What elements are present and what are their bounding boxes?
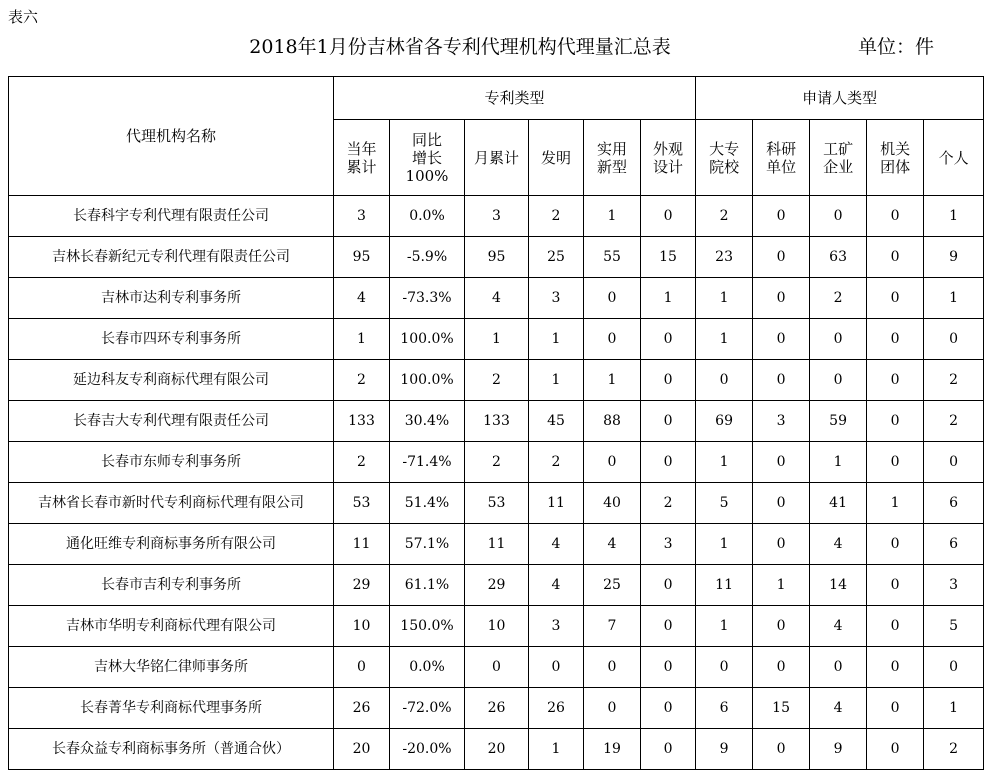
cell-college: 1: [696, 442, 753, 483]
page-title: 2018年1月份吉林省各专利代理机构代理量汇总表: [249, 36, 671, 58]
table-row: [9, 401, 984, 442]
cell-research-unit: 0: [753, 319, 810, 360]
cell-month-cumulative: 95: [465, 237, 529, 278]
column-header-yoy-growth: [390, 120, 465, 196]
cell-yoy-growth: 100.0%: [390, 319, 465, 360]
cell-institution: 0: [867, 319, 924, 360]
cell-individual: 9: [924, 237, 984, 278]
cell-year-cumulative: 11: [334, 524, 390, 565]
agency-name-cell: 通化旺维专利商标事务所有限公司: [9, 524, 334, 565]
cell-utility-model: 40: [584, 483, 641, 524]
cell-individual: 0: [924, 647, 984, 688]
cell-month-cumulative: 3: [465, 196, 529, 237]
cell-yoy-growth: 0.0%: [390, 196, 465, 237]
cell-invention: 1: [529, 360, 584, 401]
column-header-design: [641, 120, 696, 196]
cell-design: 0: [641, 688, 696, 729]
cell-individual: 1: [924, 278, 984, 319]
cell-college: 0: [696, 360, 753, 401]
column-header-college: [696, 120, 753, 196]
column-header-text: 个人: [938, 148, 969, 167]
cell-month-cumulative: 1: [465, 319, 529, 360]
table-row: [9, 606, 984, 647]
cell-enterprise: 1: [810, 442, 867, 483]
table-label: 表六: [8, 8, 39, 26]
cell-institution: 0: [867, 524, 924, 565]
cell-invention: 3: [529, 606, 584, 647]
cell-individual: 1: [924, 196, 984, 237]
cell-individual: 2: [924, 401, 984, 442]
cell-college: 11: [696, 565, 753, 606]
cell-enterprise: 0: [810, 319, 867, 360]
cell-invention: 0: [529, 647, 584, 688]
cell-research-unit: 0: [753, 360, 810, 401]
column-header-individual: [924, 120, 984, 196]
column-header-institution: [867, 120, 924, 196]
agency-name-header: 代理机构名称: [9, 77, 334, 196]
cell-invention: 25: [529, 237, 584, 278]
cell-yoy-growth: 100.0%: [390, 360, 465, 401]
cell-yoy-growth: 30.4%: [390, 401, 465, 442]
cell-yoy-growth: 51.4%: [390, 483, 465, 524]
cell-utility-model: 7: [584, 606, 641, 647]
column-header-text: 同比: [411, 130, 442, 149]
cell-month-cumulative: 20: [465, 729, 529, 770]
column-header-text: 新型: [596, 157, 627, 176]
column-header-text: 100%: [405, 166, 449, 185]
cell-institution: 1: [867, 483, 924, 524]
cell-individual: 5: [924, 606, 984, 647]
cell-design: 0: [641, 606, 696, 647]
cell-year-cumulative: 2: [334, 442, 390, 483]
cell-college: 1: [696, 278, 753, 319]
cell-utility-model: 0: [584, 278, 641, 319]
cell-college: 1: [696, 319, 753, 360]
cell-institution: 0: [867, 442, 924, 483]
agency-name-cell: 长春市吉利专利事务所: [9, 565, 334, 606]
agency-name-cell: 长春科宇专利代理有限责任公司: [9, 196, 334, 237]
cell-enterprise: 4: [810, 606, 867, 647]
table-row: [9, 196, 984, 237]
cell-individual: 0: [924, 319, 984, 360]
cell-enterprise: 0: [810, 196, 867, 237]
cell-individual: 6: [924, 524, 984, 565]
column-header-text: 月累计: [473, 148, 519, 167]
cell-design: 15: [641, 237, 696, 278]
cell-invention: 3: [529, 278, 584, 319]
cell-design: 0: [641, 196, 696, 237]
cell-college: 5: [696, 483, 753, 524]
cell-enterprise: 4: [810, 688, 867, 729]
cell-college: 6: [696, 688, 753, 729]
cell-year-cumulative: 3: [334, 196, 390, 237]
column-header-text: 工矿: [823, 139, 854, 158]
table-row: [9, 278, 984, 319]
column-header-research-unit: [753, 120, 810, 196]
cell-invention: 2: [529, 196, 584, 237]
column-header-text: 机关: [880, 139, 911, 158]
agency-name-cell: 长春菁华专利商标代理事务所: [9, 688, 334, 729]
agency-name-cell: 吉林市华明专利商标代理有限公司: [9, 606, 334, 647]
cell-utility-model: 0: [584, 647, 641, 688]
column-header-text: 设计: [653, 157, 684, 176]
cell-institution: 0: [867, 278, 924, 319]
column-header-text: 大专: [709, 139, 740, 158]
cell-institution: 0: [867, 360, 924, 401]
agency-name-cell: 长春吉大专利代理有限责任公司: [9, 401, 334, 442]
cell-year-cumulative: 95: [334, 237, 390, 278]
cell-utility-model: 19: [584, 729, 641, 770]
cell-enterprise: 0: [810, 360, 867, 401]
cell-individual: 3: [924, 565, 984, 606]
cell-invention: 4: [529, 524, 584, 565]
cell-research-unit: 0: [753, 196, 810, 237]
cell-research-unit: 0: [753, 606, 810, 647]
cell-month-cumulative: 11: [465, 524, 529, 565]
cell-invention: 45: [529, 401, 584, 442]
cell-design: 0: [641, 647, 696, 688]
cell-year-cumulative: 1: [334, 319, 390, 360]
cell-yoy-growth: 150.0%: [390, 606, 465, 647]
cell-month-cumulative: 133: [465, 401, 529, 442]
cell-institution: 0: [867, 196, 924, 237]
cell-college: 69: [696, 401, 753, 442]
cell-enterprise: 63: [810, 237, 867, 278]
agency-name-cell: 长春市东师专利事务所: [9, 442, 334, 483]
table-row: [9, 442, 984, 483]
cell-invention: 4: [529, 565, 584, 606]
column-header-text: 外观: [653, 139, 684, 158]
cell-year-cumulative: 53: [334, 483, 390, 524]
cell-individual: 2: [924, 729, 984, 770]
agency-name-cell: 吉林大华铭仁律师事务所: [9, 647, 334, 688]
agency-name-cell: 吉林市达利专利事务所: [9, 278, 334, 319]
cell-yoy-growth: -72.0%: [390, 688, 465, 729]
agency-name-cell: 吉林省长春市新时代专利商标代理有限公司: [9, 483, 334, 524]
cell-invention: 2: [529, 442, 584, 483]
cell-utility-model: 1: [584, 196, 641, 237]
cell-year-cumulative: 29: [334, 565, 390, 606]
cell-design: 3: [641, 524, 696, 565]
cell-yoy-growth: -20.0%: [390, 729, 465, 770]
table-row: [9, 688, 984, 729]
cell-individual: 2: [924, 360, 984, 401]
table-body: [9, 196, 984, 770]
table-row: [9, 647, 984, 688]
cell-year-cumulative: 4: [334, 278, 390, 319]
table-row: [9, 565, 984, 606]
cell-individual: 0: [924, 442, 984, 483]
cell-design: 0: [641, 401, 696, 442]
cell-college: 1: [696, 606, 753, 647]
cell-design: 0: [641, 565, 696, 606]
cell-enterprise: 14: [810, 565, 867, 606]
cell-enterprise: 59: [810, 401, 867, 442]
cell-utility-model: 88: [584, 401, 641, 442]
cell-institution: 0: [867, 606, 924, 647]
cell-research-unit: 0: [753, 647, 810, 688]
table-row: [9, 237, 984, 278]
cell-research-unit: 0: [753, 237, 810, 278]
column-header-text: 企业: [823, 157, 854, 176]
table-row: [9, 729, 984, 770]
cell-institution: 0: [867, 565, 924, 606]
column-header-year-cumulative: [334, 120, 390, 196]
cell-utility-model: 0: [584, 442, 641, 483]
cell-invention: 26: [529, 688, 584, 729]
cell-month-cumulative: 53: [465, 483, 529, 524]
cell-utility-model: 0: [584, 319, 641, 360]
cell-month-cumulative: 0: [465, 647, 529, 688]
cell-design: 0: [641, 442, 696, 483]
cell-research-unit: 15: [753, 688, 810, 729]
column-header-text: 累计: [346, 157, 377, 176]
cell-college: 2: [696, 196, 753, 237]
cell-design: 0: [641, 360, 696, 401]
cell-utility-model: 4: [584, 524, 641, 565]
cell-college: 0: [696, 647, 753, 688]
cell-institution: 0: [867, 688, 924, 729]
cell-month-cumulative: 4: [465, 278, 529, 319]
cell-enterprise: 2: [810, 278, 867, 319]
cell-enterprise: 41: [810, 483, 867, 524]
cell-year-cumulative: 0: [334, 647, 390, 688]
cell-enterprise: 9: [810, 729, 867, 770]
table-row: [9, 319, 984, 360]
cell-design: 2: [641, 483, 696, 524]
agency-name-cell: 长春众益专利商标事务所（普通合伙）: [9, 729, 334, 770]
cell-month-cumulative: 26: [465, 688, 529, 729]
table-row: [9, 524, 984, 565]
cell-individual: 1: [924, 688, 984, 729]
cell-research-unit: 0: [753, 442, 810, 483]
cell-yoy-growth: -73.3%: [390, 278, 465, 319]
cell-institution: 0: [867, 237, 924, 278]
cell-utility-model: 55: [584, 237, 641, 278]
cell-college: 9: [696, 729, 753, 770]
unit-label: 单位：件: [858, 36, 935, 58]
cell-yoy-growth: -71.4%: [390, 442, 465, 483]
cell-invention: 1: [529, 319, 584, 360]
column-header-month-cumulative: [465, 120, 529, 196]
column-header-text: 实用: [596, 139, 627, 158]
cell-utility-model: 0: [584, 688, 641, 729]
cell-year-cumulative: 26: [334, 688, 390, 729]
cell-yoy-growth: -5.9%: [390, 237, 465, 278]
cell-yoy-growth: 57.1%: [390, 524, 465, 565]
cell-year-cumulative: 20: [334, 729, 390, 770]
table-row: [9, 360, 984, 401]
cell-invention: 11: [529, 483, 584, 524]
agency-name-cell: 长春市四环专利事务所: [9, 319, 334, 360]
cell-institution: 0: [867, 401, 924, 442]
cell-research-unit: 0: [753, 278, 810, 319]
summary-table: [8, 76, 984, 770]
cell-year-cumulative: 2: [334, 360, 390, 401]
cell-research-unit: 0: [753, 729, 810, 770]
cell-research-unit: 0: [753, 483, 810, 524]
cell-utility-model: 25: [584, 565, 641, 606]
cell-college: 1: [696, 524, 753, 565]
cell-institution: 0: [867, 729, 924, 770]
cell-design: 0: [641, 319, 696, 360]
cell-research-unit: 1: [753, 565, 810, 606]
cell-yoy-growth: 61.1%: [390, 565, 465, 606]
cell-year-cumulative: 133: [334, 401, 390, 442]
cell-design: 0: [641, 729, 696, 770]
cell-month-cumulative: 10: [465, 606, 529, 647]
cell-utility-model: 1: [584, 360, 641, 401]
cell-design: 1: [641, 278, 696, 319]
table-row: [9, 483, 984, 524]
column-header-text: 团体: [880, 157, 911, 176]
cell-college: 23: [696, 237, 753, 278]
column-header-text: 当年: [346, 139, 377, 158]
patent-type-header: 专利类型: [334, 77, 696, 120]
applicant-type-header: 申请人类型: [696, 77, 984, 120]
cell-institution: 0: [867, 647, 924, 688]
cell-yoy-growth: 0.0%: [390, 647, 465, 688]
cell-individual: 6: [924, 483, 984, 524]
cell-year-cumulative: 10: [334, 606, 390, 647]
cell-research-unit: 0: [753, 524, 810, 565]
column-header-text: 院校: [709, 157, 740, 176]
column-header-text: 发明: [540, 148, 571, 167]
cell-month-cumulative: 2: [465, 442, 529, 483]
agency-name-cell: 吉林长春新纪元专利代理有限责任公司: [9, 237, 334, 278]
cell-month-cumulative: 2: [465, 360, 529, 401]
column-header-utility-model: [584, 120, 641, 196]
cell-research-unit: 3: [753, 401, 810, 442]
column-header-enterprise: [810, 120, 867, 196]
column-header-text: 增长: [411, 148, 442, 167]
column-header-text: 单位: [766, 157, 797, 176]
cell-enterprise: 4: [810, 524, 867, 565]
cell-enterprise: 0: [810, 647, 867, 688]
column-header-text: 科研: [766, 139, 797, 158]
agency-name-cell: 延边科友专利商标代理有限公司: [9, 360, 334, 401]
cell-invention: 1: [529, 729, 584, 770]
cell-month-cumulative: 29: [465, 565, 529, 606]
column-header-invention: [529, 120, 584, 196]
